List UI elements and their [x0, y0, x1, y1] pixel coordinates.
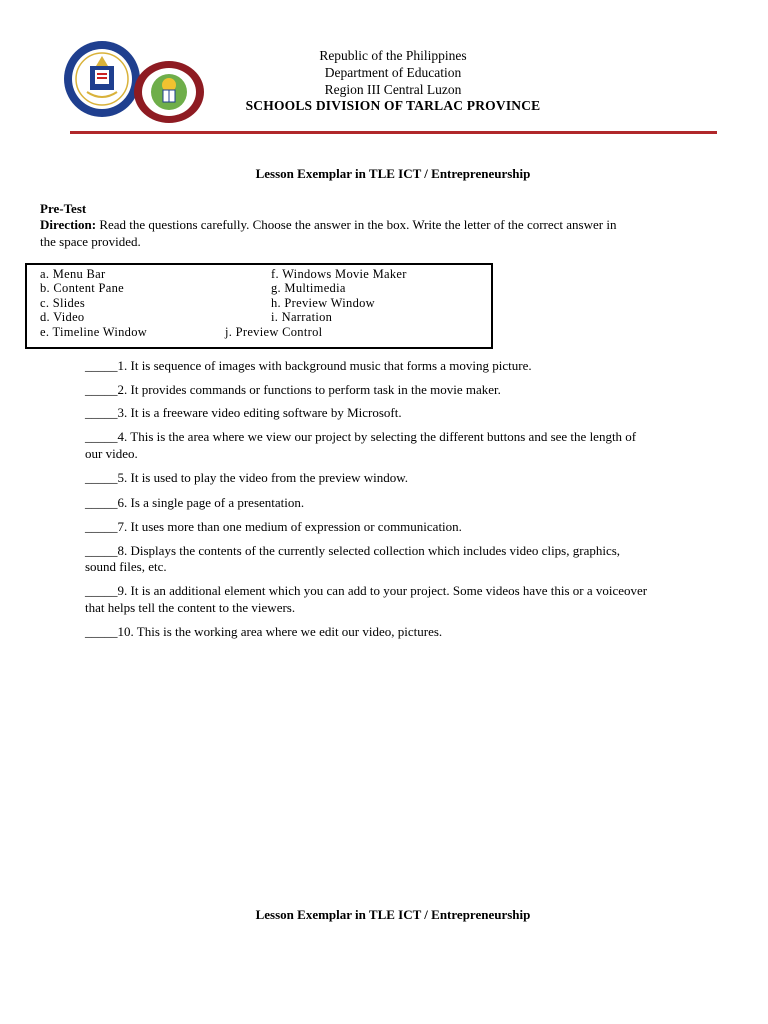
- question-4-cont: our video.: [85, 446, 138, 461]
- question-6: _____6. Is a single page of a presentation.: [85, 495, 305, 510]
- direction-line-2: the space provided.: [40, 234, 141, 249]
- choice-g: g. Multimedia: [271, 281, 346, 295]
- footer-lesson-title: Lesson Exemplar in TLE ICT / Entrepreneurship: [255, 907, 531, 922]
- header-department: Department of Education: [324, 65, 462, 80]
- choice-a: a. Menu Bar: [40, 267, 106, 281]
- question-5: _____5. It is used to play the video from the preview window.: [85, 470, 409, 485]
- question-1: _____1. It is sequence of images with background music that forms a moving picture.: [85, 358, 532, 373]
- header-division: SCHOOLS DIVISION OF TARLAC PROVINCE: [245, 98, 541, 113]
- direction-label: Direction:: [40, 217, 97, 232]
- lesson-title: Lesson Exemplar in TLE ICT / Entrepreneurship: [255, 166, 531, 181]
- pretest-heading: Pre-Test: [40, 201, 87, 216]
- choice-d: d. Video: [40, 310, 85, 324]
- question-10: _____10. This is the working area where we edit our video, pictures.: [85, 624, 443, 639]
- question-7: _____7. It uses more than one medium of expression or communication.: [85, 519, 462, 534]
- question-3: _____3. It is a freeware video editing software by Microsoft.: [85, 405, 402, 420]
- direction-text: Read the questions carefully. Choose the answer in the box. Write the letter of the correct answer in: [96, 217, 617, 232]
- header-divider: [70, 131, 717, 134]
- question-8-cont: sound files, etc.: [85, 559, 167, 574]
- question-2: _____2. It provides commands or functions to perform task in the movie maker.: [85, 382, 501, 397]
- question-8: _____8. Displays the contents of the currently selected collection which includes video clips, graphics,: [85, 543, 621, 558]
- direction-line-1: [40, 216, 760, 233]
- question-9-cont: that helps tell the content to the viewers.: [85, 600, 296, 615]
- choice-h: h. Preview Window: [271, 296, 376, 310]
- choice-b: b. Content Pane: [40, 281, 125, 295]
- choice-e: e. Timeline Window: [40, 325, 148, 339]
- choice-j: j. Preview Control: [225, 325, 323, 339]
- question-4: _____4. This is the area where we view our project by selecting the different buttons and see the length of: [85, 429, 637, 444]
- choice-i: i. Narration: [271, 310, 333, 324]
- header-republic: Republic of the Philippines: [319, 48, 467, 63]
- header-region: Region III Central Luzon: [324, 82, 462, 97]
- question-9: _____9. It is an additional element which you can add to your project. Some videos have this or a voiceover: [85, 583, 648, 598]
- choice-f: f. Windows Movie Maker: [271, 267, 407, 281]
- choice-c: c. Slides: [40, 296, 86, 310]
